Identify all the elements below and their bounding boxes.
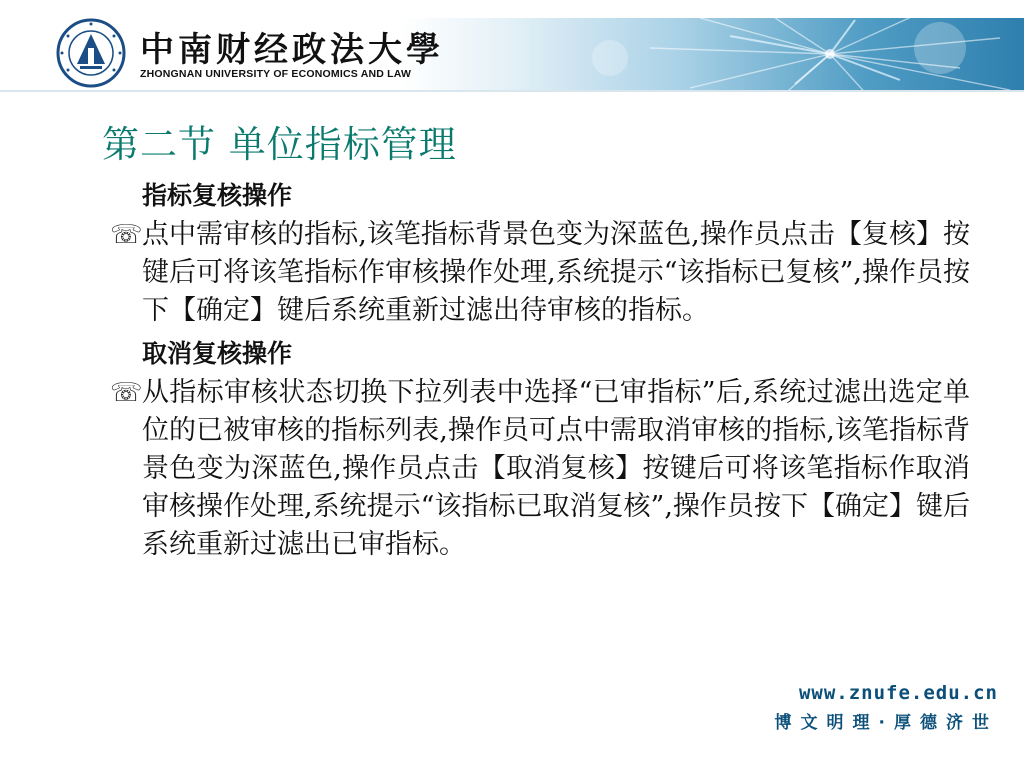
telephone-bullet-icon: ☏ <box>110 220 143 250</box>
slide-title: 第二节 单位指标管理 <box>102 123 457 166</box>
header-divider <box>0 90 1024 92</box>
section-paragraph-cancel-review <box>110 374 970 564</box>
paragraph-text: 点中需审核的指标,该笔指标背景色变为深蓝色,操作员点击【复核】按键后可将该笔指标作审核操作处理,系统提示“该指标已复核”,操作员按下【确定】键后系统重新过滤出待审核的指标。 <box>142 219 970 326</box>
footer-motto: 博文明理·厚德济世 <box>774 713 998 733</box>
footer-url: www.znufe.edu.cn <box>798 682 998 704</box>
paragraph-text: 从指标审核状态切换下拉列表中选择“已审指标”后,系统过滤出选定单位的已被审核的指标列表,操作员可点中需取消审核的指标,该笔指标背景色变为深蓝色,操作员点击【取消复核】按键后可将该笔指标作取消审核操作处理,系统提示“该指标已取消复核”,操作员按下【确定】键后系统重新过滤出已审指标。 <box>142 377 970 560</box>
slide-header <box>0 0 1024 92</box>
telephone-bullet-icon: ☏ <box>110 378 143 408</box>
slide-content <box>110 176 970 564</box>
header-banner <box>400 18 1024 90</box>
university-name-en: ZHONGNAN UNIVERSITY OF ECONOMICS AND LAW <box>140 68 412 80</box>
starburst-decoration-icon <box>400 18 1024 90</box>
section-heading-cancel-review: 取消复核操作 <box>142 339 293 368</box>
section-paragraph-review <box>110 216 970 330</box>
university-seal-icon <box>56 18 126 88</box>
university-name-cn: 中南财经政法大學 <box>140 30 444 70</box>
section-heading-review: 指标复核操作 <box>142 181 293 210</box>
